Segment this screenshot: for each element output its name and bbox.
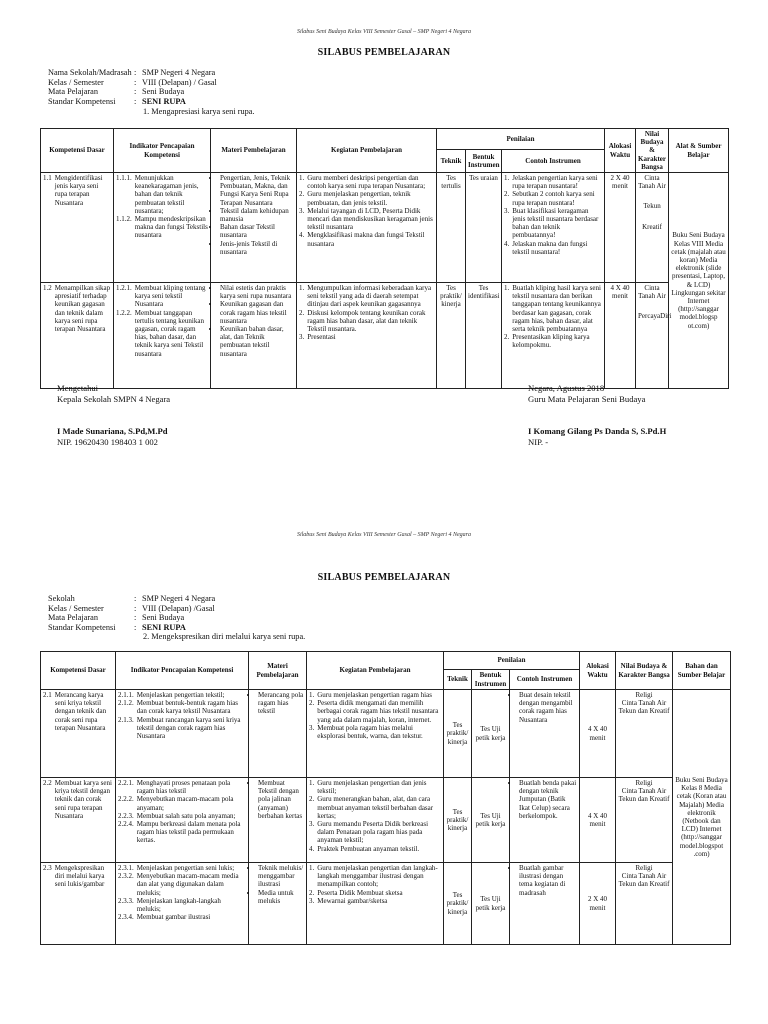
ident-label: Nama Sekolah/Madrasah: [48, 68, 132, 77]
materi-cell: [211, 283, 297, 389]
teknik-cell: Tes tertulis: [437, 173, 466, 283]
header-kegiatan-2: Kegiatan Pembelajaran: [307, 652, 444, 690]
standard-competency-text-2: 2. Mengekspresikan diri melalui karya seni rupa.: [143, 632, 306, 641]
header-bentuk: Bentuk Instrumen: [466, 149, 502, 172]
item-number: 1.2.2.: [116, 308, 132, 317]
bullet-item: • Teknik melukis/ menggambar ilustrasi: [258, 864, 304, 889]
list-item: [299, 284, 434, 309]
header-alokasi: Alokasi Waktu: [605, 129, 636, 173]
kd-item: [43, 174, 111, 207]
ident-label: Kelas / Semester: [48, 603, 104, 613]
item-number: 2.1.2.: [118, 699, 134, 708]
ident-label: Standar Kompetensi: [48, 622, 116, 632]
value-line: PercayaDiri: [638, 312, 672, 321]
bullet-list: [251, 864, 304, 905]
materi-cell: [249, 690, 307, 778]
item-number: 3.: [309, 723, 315, 732]
item-number: 2.3.4.: [118, 913, 134, 922]
kd-text: Mengekspresikan diri melalui karya seni lukis/gambar: [54, 864, 105, 889]
alokasi-cell: 2 X 40 menit: [605, 173, 636, 283]
item-text: Menghayati proses penataan pola ragam hias tekstil: [136, 779, 231, 796]
signature-right: [528, 383, 666, 447]
ident-label: Mata Pelajaran: [48, 613, 98, 623]
item-text: Guru menjelaskan pengertian dan jenis tekstil;: [317, 779, 427, 796]
ident-colon: :: [134, 594, 137, 603]
item-number: 3.: [309, 820, 315, 829]
item-text: Peserta didik mengamati dan memilih berbagai corak ragam hias tekstil nusantara yang ada dalam majalah, koran, internet.: [317, 699, 439, 724]
sig-left-nip: NIP. 19620430 198403 1 002: [57, 436, 158, 447]
header-nilai-2: Nilai Budaya & Karakter Bangsa: [616, 652, 673, 690]
list-item: [118, 812, 246, 820]
value-line: Religi: [635, 864, 653, 872]
item-text: Membuat kliping tentang karya seni tekstil Nusantara: [134, 284, 206, 309]
item-text: Membuat gambar ilustrasi: [136, 913, 211, 922]
header-materi: Materi Pembelajaran: [211, 129, 297, 173]
item-text: Praktek Pembuatan anyaman tekstil.: [317, 844, 420, 853]
list-item: [309, 845, 441, 853]
header-kegiatan: Kegiatan Pembelajaran: [297, 129, 437, 173]
ident-value: Seni Budaya: [142, 87, 185, 97]
item-text: Menyebutkan macam-macam media dan alat yang digunakan dalam melukis;: [136, 872, 239, 897]
bentuk-cell: Tes uraian: [466, 173, 502, 283]
table-row: [41, 690, 731, 778]
item-text: Presentasikan kliping karya kelompokmu.: [512, 333, 590, 350]
contoh-cell: [502, 283, 605, 389]
bullet-list: [213, 284, 294, 358]
bentuk-cell: Tes Uji petik kerja: [472, 690, 510, 778]
bullet-item: • Keunikan gagasan dan corak ragam hias tekstil nusantara: [220, 300, 294, 325]
standard-competency-text: 1. Mengapresiasi karya seni rupa.: [143, 107, 255, 116]
list-item: [118, 820, 246, 845]
materi-cell: [249, 778, 307, 863]
nilai-cell: [636, 283, 672, 389]
value-line: Cinta Tanah Air: [638, 284, 666, 301]
item-number: 3.: [299, 206, 305, 215]
teknik-cell: Tes praktik/ kinerja: [444, 863, 472, 945]
ident-label: Sekolah: [48, 594, 75, 603]
item-number: 2.3.1.: [118, 864, 134, 872]
item-number: 2.2.2.: [118, 795, 134, 804]
value-line: Cinta Tanah Air: [638, 174, 666, 191]
bullet-list: [512, 691, 577, 724]
value-line: Cinta Tanah Air: [621, 872, 667, 881]
alat-cell: Buku Seni Budaya Kelas VIII Media cetak (majalah atau koran) Media elektronik (slide presentasi, Laptop, & LCD) Lingkungan sekitar Internet (http://sanggar model.blogsp ot.com): [669, 173, 729, 389]
ident-colon: :: [134, 68, 137, 77]
kegiatan-cell: [307, 690, 444, 778]
item-text: Guru menjelaskan pengertian, teknik pembuatan, dan jenis tekstil.: [307, 190, 411, 207]
ident-colon: :: [134, 603, 137, 613]
list-item: [299, 309, 434, 334]
sig-right-line2: Guru Mata Pelajaran Seni Budaya: [528, 393, 646, 404]
item-text: Membuat pola ragam hias melalui eksplorasi bentuk, warna, dan tekstur.: [317, 723, 423, 741]
kegiatan-cell: [297, 173, 437, 283]
list-item: [116, 174, 208, 215]
kd-cell: [41, 690, 116, 778]
school-identity: [48, 68, 217, 106]
item-number: 2.2.1.: [118, 779, 134, 787]
item-text: Melalui tayangan di LCD, Peserta Didik mencari dan mendiskusikan keragaman jenis tekstil nusantara: [307, 206, 433, 232]
list-item: [118, 864, 246, 872]
bentuk-cell: Tes Uji petik kerja: [472, 863, 510, 945]
item-text: Membuat tanggapan tertulis tentang keunikan gagasan, corak ragam hias, bahan dasar, dan teknik karya seni Tekstil nusantara: [134, 308, 204, 358]
header-nilai: Nilai Budaya & Karakter Bangsa: [636, 129, 669, 173]
item-number: 3.: [504, 206, 510, 215]
value-line: Tekun dan Kreatif: [618, 707, 670, 716]
ident-row: [48, 68, 217, 78]
item-text: Peserta Didik Membuat sketsa: [317, 888, 403, 897]
item-text: Guru memberi deskripsi pengertian dan contoh karya seni rupa terapan Nusantara;: [307, 174, 426, 191]
alat-cell: Buku Seni Budaya Kelas 8 Media cetak (Koran atau Majalah) Media elektronik (Netbook dan LCD) Internet (http://sanggar model.blogspot .com): [673, 690, 731, 945]
list-item: [118, 779, 246, 795]
value-line: Kreatif: [642, 222, 662, 231]
header-indikator: Indikator Pencapaian Kompetensi: [114, 129, 211, 173]
value-line: Cinta Tanah Air: [621, 699, 667, 708]
page-title-2: SILABUS PEMBELAJARAN: [317, 572, 451, 583]
bullet-item: • Nilai estetis dan praktis karya seni rupa nusantara: [220, 284, 294, 300]
header-penilaian-2: Penilaian: [444, 652, 580, 670]
item-number: 2.: [299, 308, 305, 317]
item-text: Mengklasifikasi makna dan fungsi Tekstil nusantara: [307, 231, 425, 248]
item-text: Guru menerangkan bahan, alat, dan cara membuat anyaman tekstil berbahan dasar kertas;: [317, 795, 434, 820]
table-row: [41, 173, 729, 283]
list-item: [309, 699, 441, 724]
running-header: Silabus Seni Budaya Kelas VIII Semester Gasal – SMP Negeri 4 Negara: [296, 29, 472, 35]
ident-value: SENI RUPA: [142, 96, 186, 106]
header-kompetensi-2: Kompetensi Dasar: [41, 652, 116, 690]
nilai-cell: [616, 863, 673, 945]
kd-number: 1.2: [43, 284, 52, 293]
list-item: [299, 190, 434, 206]
list-item: [309, 795, 441, 820]
bullet-item: • Membuat Tekstil dengan pola jalinan (anyaman) berbahan kertas: [258, 779, 304, 820]
item-number: 1.: [504, 174, 510, 183]
list-item: [309, 889, 441, 897]
item-text: Jelaskan makna dan fungsi tekstil nusantara!: [512, 239, 588, 256]
bullet-list: [512, 779, 577, 820]
ident-label: Standar Kompetensi: [48, 96, 116, 106]
alokasi-cell: 4 X 40 menit: [580, 778, 616, 863]
teknik-cell: Tes praktik/ kinerja: [444, 778, 472, 863]
item-number: 4.: [504, 239, 510, 248]
list-item: [309, 897, 441, 905]
school-identity-2: [48, 594, 215, 632]
kd-item: [43, 691, 113, 732]
syllabus-table-2: [40, 651, 731, 945]
bullet-item: • Tekstil dalam kehidupan manusia: [220, 207, 294, 223]
list-item: [299, 231, 434, 247]
item-text: Menyebutkan macam-macam pola anyaman;: [136, 795, 234, 812]
item-text: Sebutkan 2 contoh karya seni rupa terapan nusntara!: [512, 190, 595, 207]
contoh-cell: [510, 690, 580, 778]
table-row: [41, 778, 731, 863]
signature-left: [57, 383, 170, 447]
item-text: Mampu mendeskripsikan makna dan fungsi Tekstils nusantara: [134, 215, 208, 240]
item-text: Jelaskan pengertian karya seni rupa terapan nusantara!: [512, 174, 598, 191]
alokasi-cell: 2 X 40 menit: [580, 863, 616, 945]
item-number: 3.: [299, 333, 305, 342]
kegiatan-cell: [297, 283, 437, 389]
item-number: 1.: [309, 779, 315, 787]
item-text: Menunjukkan keanekaragaman jenis, bahan dan teknik pembuatan tekstil nusantara;: [134, 174, 199, 215]
list-item: [504, 190, 602, 206]
sig-left-line2: Kepala Sekolah SMPN 4 Negara: [57, 393, 171, 404]
kd-number: 2.3: [43, 864, 52, 872]
item-number: 2.3.2.: [118, 872, 134, 881]
table-row: [41, 283, 729, 389]
ident-row: [48, 87, 217, 97]
item-number: 3.: [309, 896, 315, 905]
list-item: [118, 913, 246, 921]
header-materi-2: Materi Pembelajaran: [249, 652, 307, 690]
alokasi-cell: 4 X 40 menit: [605, 283, 636, 389]
bullet-list: [251, 691, 304, 716]
item-number: 1.: [309, 864, 315, 872]
bullet-list: [512, 864, 577, 897]
item-number: 2.: [309, 795, 315, 804]
list-item: [299, 207, 434, 232]
ident-colon: :: [134, 77, 137, 87]
item-text: Presentasi: [307, 333, 336, 342]
ident-row: [48, 613, 215, 623]
list-item: [118, 795, 246, 811]
list-item: [309, 724, 441, 740]
item-text: Guru menjelaskan pengertian ragam hias: [317, 691, 432, 699]
kd-item: [43, 864, 113, 889]
item-text: Mengumpulkan informasi keberadaan karya seni tekstil yang ada di daerah setempat ditinjau dari aspek keunikan gagasannya: [307, 284, 432, 309]
bullet-item: • Bahan dasar Tekstil nusantara: [220, 223, 294, 239]
sig-right-line1: Negara, Agustus 2018: [528, 383, 605, 393]
item-number: 2.: [299, 190, 305, 199]
kd-number: 2.2: [43, 779, 52, 787]
sig-left-line1: Mengetahui: [57, 383, 99, 393]
bullet-item: • Buat desain tekstil dengan mengambil corak ragam hias Nusantara: [519, 691, 577, 724]
list-item: [116, 309, 208, 358]
item-number: 2.3.3.: [118, 896, 134, 905]
running-header-2: Silabus Seni Budaya Kelas VIII Semester Gasal – SMP Negeri 4 Negara: [296, 532, 472, 538]
list-item: [118, 897, 246, 913]
value-line: Cinta Tanah Air: [621, 787, 667, 796]
ident-row: [48, 78, 217, 88]
ident-value: SENI RUPA: [142, 622, 186, 632]
kd-cell: [41, 778, 116, 863]
item-text: Buat klasifikasi keragaman jenis tekstil nusantara berdasar bahan dan teknik pembuatannya!: [512, 206, 599, 240]
item-number: 2.1.3.: [118, 715, 134, 724]
contoh-cell: [510, 778, 580, 863]
bullet-item: • Buatlah benda pakai dengan teknik Jumputan (Batik Ikat Celup) secara berkelompok.: [519, 779, 577, 820]
bentuk-cell: Tes identifikasi: [466, 283, 502, 389]
item-number: 2.: [504, 333, 510, 342]
ident-value: VIII (Delapan) /Gasal: [142, 603, 215, 613]
item-text: Menjelaskan langkah-langkah melukis;: [136, 896, 221, 914]
ident-label: Kelas / Semester: [48, 77, 104, 87]
ident-row: [48, 604, 215, 614]
nilai-cell: [616, 690, 673, 778]
sig-right-name: I Komang Gilang Ps Danda S, S.Pd.H: [528, 426, 667, 436]
bullet-list: [213, 174, 294, 256]
list-item: [309, 779, 441, 795]
nilai-cell: [636, 173, 669, 283]
value-line: Tekun dan Kreatif: [618, 880, 670, 889]
ident-colon: :: [134, 622, 137, 632]
ident-row: [48, 97, 217, 107]
header-teknik-2: Teknik: [444, 670, 472, 690]
sig-left-name: I Made Sunariana, S.Pd,M.Pd: [57, 426, 168, 436]
kegiatan-cell: [307, 863, 444, 945]
kegiatan-cell: [307, 778, 444, 863]
header-bentuk-2: Bentuk Instrumen: [472, 670, 510, 690]
ident-colon: :: [134, 613, 137, 623]
item-text: Diskusi kelompok tentang keunikan corak ragam hias bahan dasar, alat dan teknik Tekstil nusantara.: [307, 308, 426, 334]
kd-cell: [41, 173, 114, 283]
sig-right-nip: NIP. -: [528, 436, 549, 447]
kd-text: Membuat karya seni kriya tekstil dengan teknik dan corak seni rupa terapan Nusantara: [54, 779, 112, 820]
header-indikator-2: Indikator Pencapaian Kompetensi: [116, 652, 249, 690]
kd-item: [43, 284, 111, 333]
item-number: 1.1.1.: [116, 174, 132, 183]
teknik-cell: Tes praktik/ kinerja: [444, 690, 472, 778]
item-text: Membuat rancangan karya seni kriya tekstil dengan corak ragam hias Nusantara: [136, 715, 241, 741]
ident-label: Mata Pelajaran: [48, 87, 98, 97]
item-text: Guru memandu Peserta Didik berkreasi dalam Penataan pola ragam hias pada anyaman tekstil;: [317, 820, 429, 845]
item-number: 1.: [299, 174, 305, 183]
item-text: Membuat bentuk-bentuk ragam hias dan corak karya tekstil Nusantara: [136, 699, 239, 716]
item-number: 4.: [309, 844, 315, 853]
indikator-cell: [114, 173, 211, 283]
ident-value: SMP Negeri 4 Negara: [142, 68, 216, 77]
list-item: [504, 174, 602, 190]
item-number: 2.2.3.: [118, 811, 134, 820]
item-number: 1.: [299, 284, 305, 293]
item-number: 1.: [504, 284, 510, 293]
item-text: Menjelaskan pengertian seni lukis;: [136, 864, 235, 872]
syllabus-table-1: [40, 128, 729, 389]
indikator-cell: [116, 690, 249, 778]
list-item: [504, 240, 602, 256]
page-title: SILABUS PEMBELAJARAN: [317, 47, 451, 58]
ident-row: [48, 594, 215, 604]
alokasi-cell: 4 X 40 menit: [580, 690, 616, 778]
ident-colon: :: [134, 87, 137, 97]
kd-cell: [41, 283, 114, 389]
value-line: Tekun dan Kreatif: [618, 795, 670, 804]
materi-cell: [211, 173, 297, 283]
list-item: [118, 691, 246, 699]
item-text: Buatlah kliping hasil karya seni tekstil nusantara dan berikan tanggapan tentang keunikannya berdasar kan gagasan, corak ragam hias, bahan dasar, alat serta teknik pembuatannya: [512, 284, 601, 334]
bullet-item: • Media untuk melukis: [258, 889, 304, 905]
list-item: [118, 699, 246, 715]
header-alat-2: Bahan dan Sumber Belajar: [673, 652, 731, 690]
list-item: [118, 872, 246, 897]
nilai-cell: [616, 778, 673, 863]
ident-row: [48, 623, 215, 633]
value-line: Tekun: [643, 202, 661, 211]
header-penilaian: Penilaian: [437, 129, 605, 150]
kd-cell: [41, 863, 116, 945]
bullet-item: • Keunikan bahan dasar, alat, dan Teknik pembuatan tekstil nusantara: [220, 325, 294, 358]
item-number: 2.: [309, 888, 315, 897]
bullet-item: • Buatlah gambar ilustrasi dengan tema kegiatan di madrasah: [519, 864, 577, 897]
header-contoh-2: Contoh Instrumen: [510, 670, 580, 690]
bullet-item: • Merancang pola ragam hias tekstil: [258, 691, 304, 716]
bullet-list: [251, 779, 304, 820]
kd-number: 1.1: [43, 174, 52, 183]
list-item: [309, 864, 441, 889]
item-number: 1.: [309, 691, 315, 699]
bullet-item: • Pengertian, Jenis, Teknik Pembuatan, Makna, dan Fungsi Karya Seni Rupa Terapan Nusantara: [220, 174, 294, 207]
list-item: [309, 691, 441, 699]
item-number: 2.2.4.: [118, 820, 134, 829]
header-contoh: Contoh Instrumen: [502, 149, 605, 172]
item-text: Guru menjelaskan pengertian dan langkah-langkah menggambar ilustrasi dengan menampilkan contoh;: [317, 864, 438, 889]
item-number: 2.: [504, 190, 510, 199]
header-kompetensi: Kompetensi Dasar: [41, 129, 114, 173]
kd-item: [43, 779, 113, 820]
kd-text: Merancang karya seni kriya tekstil dengan teknik dan corak seni rupa terapan Nusantara: [54, 691, 107, 732]
list-item: [504, 284, 602, 333]
bentuk-cell: Tes Uji petik kerja: [472, 778, 510, 863]
materi-cell: [249, 863, 307, 945]
item-text: Membuat salah satu pola anyaman;: [136, 811, 236, 820]
ident-value: SMP Negeri 4 Negara: [142, 594, 216, 603]
list-item: [504, 333, 602, 349]
ident-value: VIII (Delapan) / Gasal: [142, 77, 217, 87]
teknik-cell: Tes praktik/ kinerja: [437, 283, 466, 389]
bullet-item: • Jenis-jenis Tekstil di nusantara: [220, 240, 294, 256]
kd-number: 2.1: [43, 691, 52, 699]
item-text: Mewarnai gambar/sketsa: [317, 896, 388, 905]
item-number: 2.1.1.: [118, 691, 134, 699]
list-item: [116, 215, 208, 240]
item-number: 2.: [309, 699, 315, 708]
header-alokasi-2: Alokasi Waktu: [580, 652, 616, 690]
item-text: Mampu berkreasi dalam menata pola ragam hias tekstil pada permukaan kertas.: [136, 820, 241, 845]
header-alat: Alat & Sumber Belajar: [669, 129, 729, 173]
list-item: [299, 174, 434, 190]
ident-value: Seni Budaya: [142, 613, 185, 623]
value-line: Religi: [635, 779, 653, 787]
item-number: 4.: [299, 231, 305, 240]
indikator-cell: [116, 778, 249, 863]
indikator-cell: [116, 863, 249, 945]
contoh-cell: [510, 863, 580, 945]
item-number: 1.1.2.: [116, 215, 132, 224]
value-line: Religi: [635, 691, 653, 699]
list-item: [299, 333, 434, 341]
item-number: 1.2.1.: [116, 284, 132, 293]
header-teknik: Teknik: [437, 149, 466, 172]
contoh-cell: [502, 173, 605, 283]
kd-text: Mengidentifikasi jenis karya seni rupa terapan Nusantara: [54, 174, 103, 207]
list-item: [504, 207, 602, 240]
list-item: [309, 820, 441, 845]
list-item: [116, 284, 208, 309]
ident-colon: :: [134, 96, 137, 106]
kd-text: Menampilkan sikap apresiatif terhadap keunikan gagasan dan teknik dalam karya seni rupa terapan Nusantara: [54, 284, 111, 334]
table-row: [41, 863, 731, 945]
indikator-cell: [114, 283, 211, 389]
list-item: [118, 716, 246, 741]
item-text: Menjelaskan pengertian tekstil;: [136, 691, 225, 699]
